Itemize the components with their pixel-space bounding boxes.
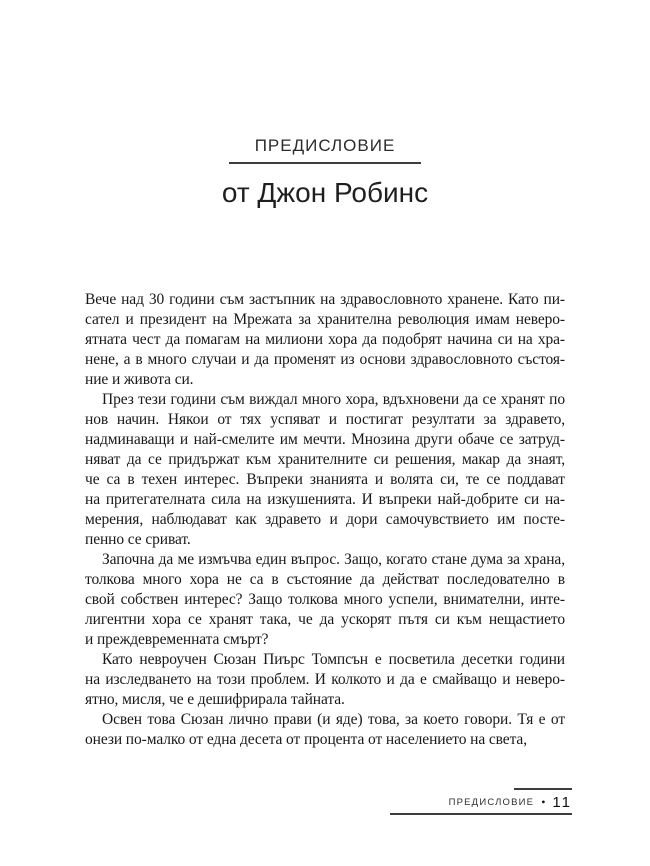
footer-section-label: ПРЕДИСЛОВИЕ [448,796,535,808]
text-line: пенно се сриват. [85,531,191,548]
text-line: ние и живота си. [85,371,194,388]
text-line: мерения, наблюдават как здравето и дори самочувствието им посте- [85,511,565,528]
paragraph [85,710,565,750]
chapter-title: ПРЕДИСЛОВИЕ [229,136,422,164]
paragraph [85,550,565,650]
text-line: на притегателната сила на изкушенията. И въпреки най-добрите си на- [85,491,565,508]
text-line: че са в техен интерес. Въпреки знанията и волята си, те се поддават [85,471,565,488]
text-line: и преждевременната смърт? [85,631,269,648]
footer-top-rule [514,788,572,790]
text-line: онези по-малко от една десета от процента от населението на света, [85,731,527,748]
paragraph [85,390,565,550]
text-line: Като невроучен Сюзан Пиърс Томпсън е посветила десетки години [102,651,565,668]
paragraph [85,650,565,710]
footer-bottom-rule [390,813,572,815]
text-line: нов начин. Някои от тях успяват и постигат резултати за здравето, [85,411,565,428]
text-line: толкова много хора не са в състояние да действат последователно в [85,571,565,588]
text-line: Започна да ме измъчва един въпрос. Защо, когато стане дума за храна, [102,551,565,568]
text-line: нене, а в много случаи и да променят из основи здравословното състоя- [85,351,565,368]
footer-row [390,788,572,810]
bullet-icon: • [541,795,546,809]
body-text [85,290,565,750]
text-line: лигентни хора се хранят така, че да ускорят пътя си към нещастието [85,611,565,628]
text-line: няват да се придържат към хранителните си решения, макар да знаят, [85,451,565,468]
page-footer [390,788,572,815]
text-line: надминаващи и най-смелите им мечти. Мнозина други обаче се затруд- [85,431,565,448]
chapter-heading-block [0,136,650,209]
paragraph [85,290,565,390]
text-line: Освен това Сюзан лично прави (и яде) това, за което говори. Тя е от [102,711,565,728]
text-line: ятно, мисля, че е дешифрирала тайната. [85,691,345,708]
chapter-author: от Джон Робинс [221,177,429,208]
text-line: на изследването на този проблем. И колкото и да е смайващо и неверо- [85,671,565,688]
text-line: сател и президент на Мрежата за хранителна революция имам неверо- [85,311,565,328]
text-line: свой собствен интерес? Защо толкова много успели, внимателни, инте- [85,591,565,608]
text-line: Вече над 30 години съм застъпник на здравословното хранене. Като пи- [85,291,565,308]
page-number: 11 [552,793,572,811]
text-line: ятната чест да помагам на милиони хора да подобрят начина си на хра- [85,331,565,348]
text-line: През тези години съм виждал много хора, вдъхновени да се хранят по [102,391,565,408]
